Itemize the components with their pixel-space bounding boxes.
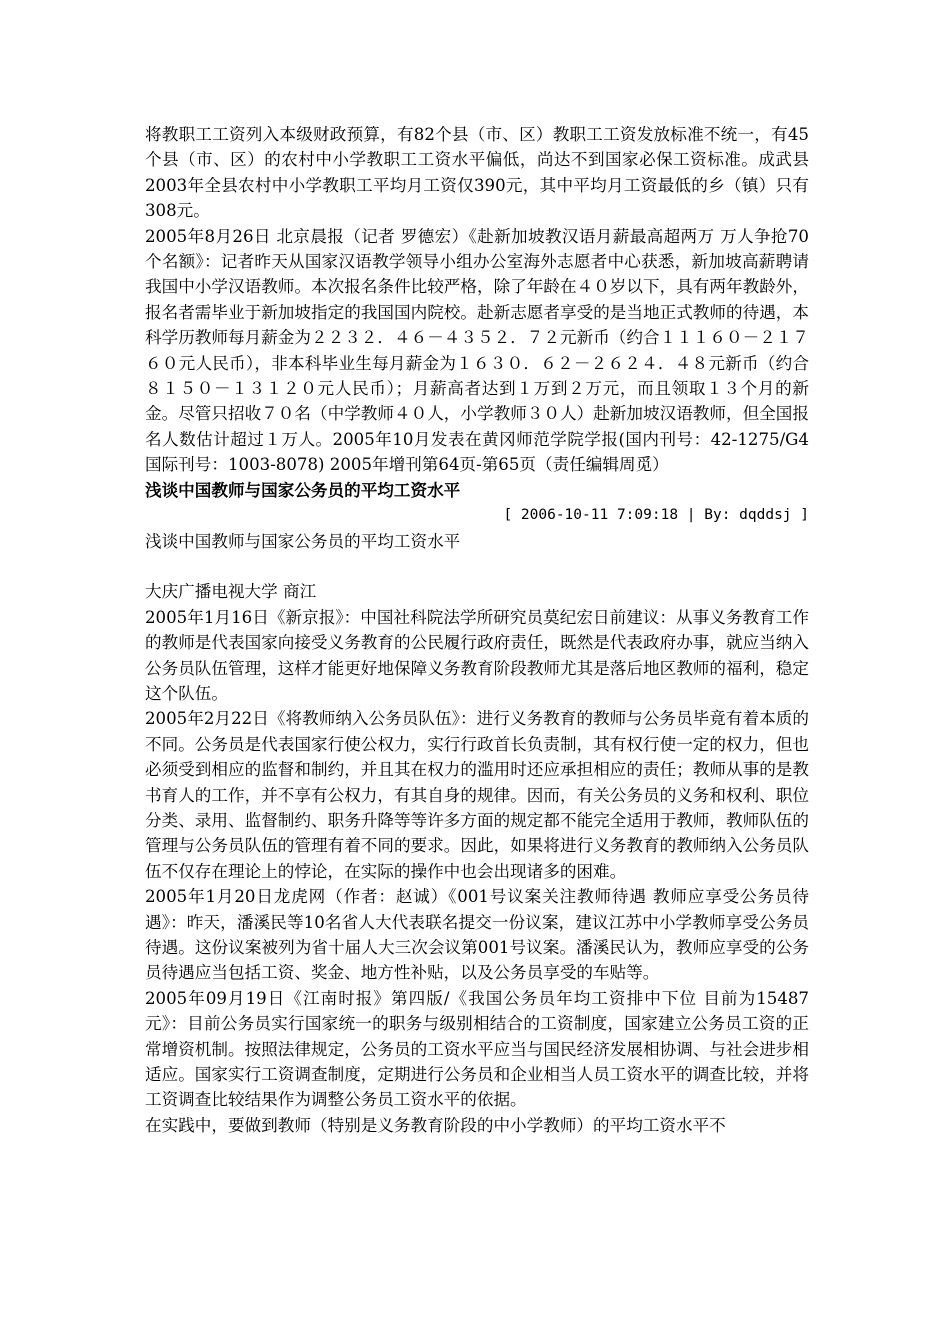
article-author: 大庆广播电视大学 商江 [145, 582, 317, 602]
paragraph: 2005年1月20日龙虎网（作者：赵诚）《001号议案关注教师待遇 教师应享受公务员待遇》：昨天，潘溪民等10名省人大代表联名提交一份议案，建议江苏中小学教师享受公务员待遇。这份议案被列为省十届人大三次会议第001号议案。潘溪民认为，教师应享受的公务员待遇应当包括工资、奖金、地方性补贴，以及公务员享受的车贴等。 [145, 887, 809, 983]
paragraph: 2005年8月26日 北京晨报（记者 罗德宏）《赴新加坡教汉语月薪最高超两万 万人争抢70个名额》：记者昨天从国家汉语教学领导小组办公室海外志愿者中心获悉，新加坡高薪聘请我国中小学汉语教师。本次报名条件比较严格，除了年龄在４０岁以下，具有两年教龄外，报名者需毕业于新加坡指定的我国国内院校。赴新志愿者享受的是当地正式教师的待遇，本科学历教师每月薪金为２２３２．４６－４３５２．７２元新币（约合１１１６０－２１７６０元人民币），非本科毕业生每月薪金为１６３０．６２－２６２４．４８元新币（约合８１５０－１３１２０元人民币）；月薪高者达到１万到２万元，而且领取１３个月的新金。尽管只招收７０名（中学教师４０人，小学教师３０人）赴新加坡汉语教师，但全国报名人数估计超过１万人。2005年10月发表在黄冈师范学院学报(国内刊号：42-1275/G4 国际刊号：1003-8078) 2005年增刊第64页-第65页（责任编辑周觅） [145, 226, 809, 475]
article-subtitle: 浅谈中国教师与国家公务员的平均工资水平 [145, 531, 461, 551]
paragraph: 2005年09月19日《江南时报》第四版/《我国公务员年均工资排中下位 目前为15487元》：目前公务员实行国家统一的职务与级别相结合的工资制度，国家建立公务员工资的正常增资机制。按照法律规定，公务员的工资水平应当与国民经济发展相协调、与社会进步相适应。国家实行工资调查制度，定期进行公务员和企业相当人员工资水平的调查比较，并将工资调查比较结果作为调整公务员工资水平的依据。 [145, 988, 809, 1110]
article-meta: [ 2006-10-11 7:09:18 | By: dqddsj ] [503, 507, 809, 524]
paragraph: 2005年2月22日《将教师纳入公务员队伍》：进行义务教育的教师与公务员毕竟有着本质的不同。公务员是代表国家行使公权力，实行行政首长负责制，其有权行使一定的权力，但也必须受到相应的监督和制约，并且其在权力的滥用时还应承担相应的责任；教师从事的是教书育人的工作，并不享有公权力，有其自身的规律。因而，有关公务员的义务和权利、职位分类、录用、监督制约、职务升降等等许多方面的规定都不能完全适用于教师，教师队伍的管理与公务员队伍的管理有着不同的要求。因此，如果将进行义务教育的教师纳入公务员队伍不仅存在理论上的悖论，在实际的操作中也会出现诸多的困难。 [145, 709, 809, 881]
document-page [145, 122, 809, 1138]
paragraph: 将教职工工资列入本级财政预算，有82个县（市、区）教职工工资发放标准不统一，有45个县（市、区）的农村中小学教职工工资水平偏低，尚达不到国家必保工资标准。成武县2003年全县农村中小学教职工平均月工资仅390元，其中平均月工资最低的乡（镇）只有308元。 [145, 125, 809, 221]
blank-line [145, 554, 809, 579]
paragraph: 2005年1月16日《新京报》：中国社科院法学所研究员莫纪宏日前建议：从事义务教育工作的教师是代表国家向接受义务教育的公民履行政府责任，既然是代表政府办事，就应当纳入公务员队伍管理，这样才能更好地保障义务教育阶段教师尤其是落后地区教师的福利，稳定这个队伍。 [145, 607, 809, 703]
article-title: 浅谈中国教师与国家公务员的平均工资水平 [145, 480, 461, 500]
paragraph: 在实践中，要做到教师（特别是义务教育阶段的中小学教师）的平均工资水平不 [145, 1115, 726, 1135]
